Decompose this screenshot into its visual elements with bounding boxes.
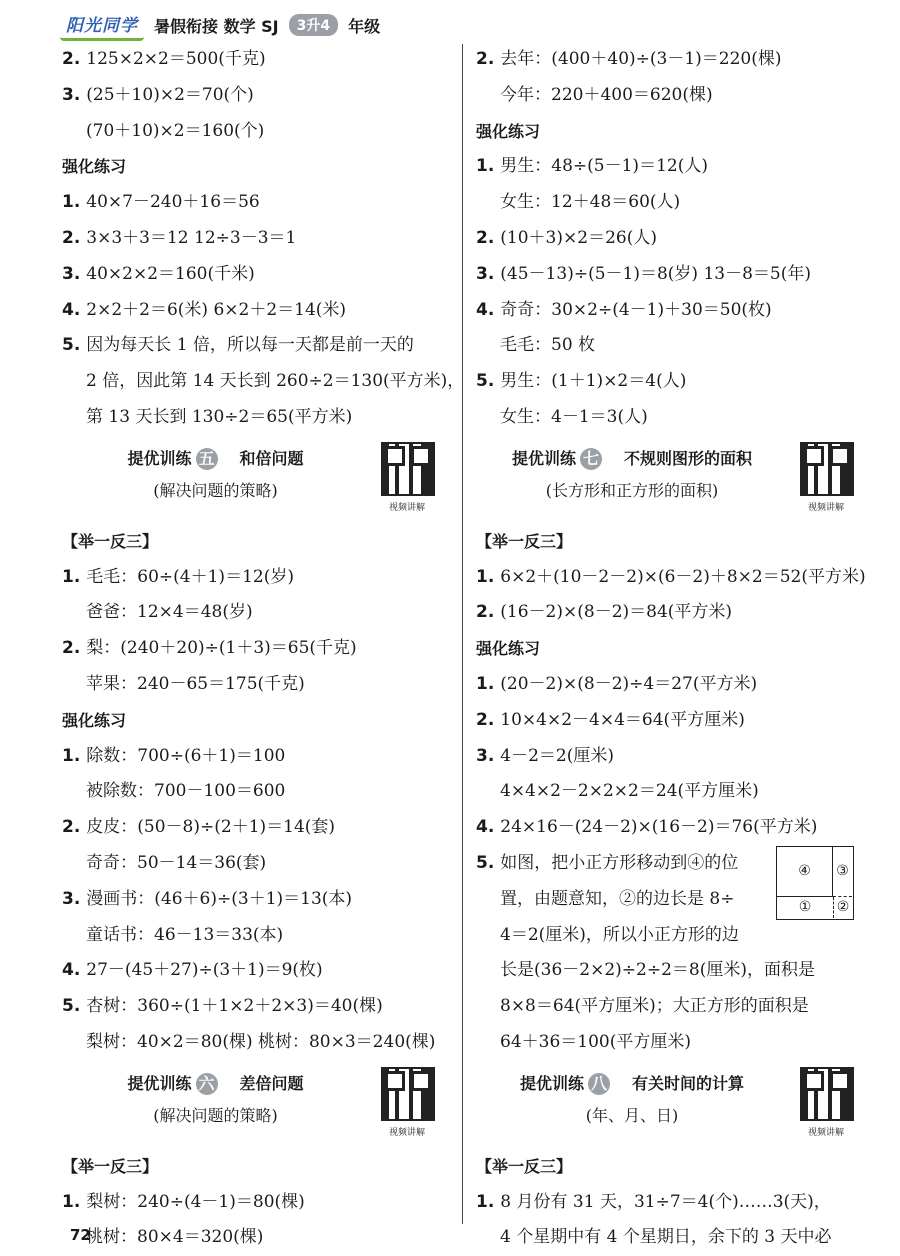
question-number: 1. xyxy=(62,566,81,587)
qr-code-icon[interactable] xyxy=(800,1067,854,1121)
section-title xyxy=(476,446,788,470)
answer-text: 40×7－240＋16＝56 xyxy=(86,192,260,213)
qr-code-icon[interactable] xyxy=(800,442,854,496)
answer-text: 漫画书：(46＋6)÷(3＋1)＝13(本) xyxy=(86,888,353,909)
section-prefix: 提优训练 xyxy=(127,1073,192,1093)
answer-text: 6×2＋(10－2－2)×(6－2)＋8×2＝52(平方米) xyxy=(500,566,866,587)
answer-line xyxy=(62,221,447,257)
section-number-badge: 六 xyxy=(196,1073,218,1095)
answer-text: 第 13 天长到 130÷2＝65(平方米) xyxy=(86,406,353,427)
answer-text: 125×2×2＝500(千克) xyxy=(86,49,266,69)
figure-region-2: ② xyxy=(833,897,852,918)
answer-text: 皮皮：(50－8)÷(2＋1)＝14(套) xyxy=(86,817,336,838)
answer-line xyxy=(476,293,866,329)
section-topic: 差倍问题 xyxy=(239,1073,304,1093)
section-number-badge: 八 xyxy=(588,1073,610,1095)
example-heading: 【举一反三】 xyxy=(476,531,573,551)
answer-text: 男生：48÷(5－1)＝12(人) xyxy=(500,156,708,177)
answer-text: 女生：4－1＝3(人) xyxy=(500,406,648,427)
answer-line xyxy=(476,595,866,631)
answer-text: 桃树：80×4＝320(棵) xyxy=(86,1227,264,1248)
answer-line xyxy=(476,774,866,810)
answer-text: 爸爸：12×4＝48(岁) xyxy=(86,602,253,623)
answer-line xyxy=(62,114,447,150)
left-drill1-answers xyxy=(62,185,465,436)
answer-line xyxy=(476,953,866,989)
answer-text: 4 个星期中有 4 个星期日，余下的 3 天中必 xyxy=(500,1227,832,1248)
section-subtitle: (长方形和正方形的面积) xyxy=(545,480,719,500)
answer-text: 40×2×2＝160(千米) xyxy=(86,263,255,284)
answer-text: 长是(36－2×2)÷2÷2＝8(厘米)，面积是 xyxy=(500,960,815,981)
question-number: 5. xyxy=(62,335,81,356)
answer-text: 4－2＝2(厘米) xyxy=(500,745,615,766)
drill-heading: 强化练习 xyxy=(62,157,127,177)
page-number: 72 xyxy=(70,1226,91,1244)
square-figure xyxy=(776,846,854,920)
section-8-header xyxy=(476,1067,866,1147)
answer-line xyxy=(62,846,447,882)
answer-text: 2×2＋2＝6(米) 6×2＋2＝14(米) xyxy=(86,299,347,320)
answer-line xyxy=(476,739,866,775)
right-column xyxy=(476,42,866,1256)
answer-text: 8 月份有 31 天，31÷7＝4(个)……3(天)， xyxy=(500,1191,831,1212)
figure-region-4: ④ xyxy=(777,847,833,897)
brand-logo: 阳光同学 xyxy=(60,9,144,41)
question-number: 3. xyxy=(476,745,495,766)
figure-region-3: ③ xyxy=(833,847,852,897)
answer-text: 梨树：240÷(4－1)＝80(棵) xyxy=(86,1191,305,1212)
question-number: 1. xyxy=(62,1191,81,1212)
answer-text: (16－2)×(8－2)＝84(平方米) xyxy=(500,602,733,623)
answer-text: 24×16－(24－2)×(16－2)＝76(平方米) xyxy=(500,817,818,838)
column-divider xyxy=(462,44,463,1224)
question-number: 3. xyxy=(62,84,81,105)
answer-line xyxy=(476,810,866,846)
answer-line xyxy=(62,810,447,846)
answer-text: 男生：(1＋1)×2＝4(人) xyxy=(500,371,687,392)
answer-text: 64＋36＝100(平方厘米) xyxy=(500,1031,691,1052)
section-number-badge: 五 xyxy=(196,448,218,470)
answer-text: 如图，把小正方形移动到④的位 xyxy=(500,852,739,873)
answer-line xyxy=(62,185,447,221)
answer-line xyxy=(476,221,866,257)
answer-text: 梨：(240＋20)÷(1＋3)＝65(千克) xyxy=(86,638,357,659)
qr-caption: 视频讲解 xyxy=(807,1127,844,1138)
left-column xyxy=(62,42,465,1256)
question-number: 1. xyxy=(62,192,81,213)
answer-line xyxy=(62,667,447,703)
section-topic: 有关时间的计算 xyxy=(632,1073,745,1093)
question-number: 4. xyxy=(62,960,81,981)
figure-region-1: ① xyxy=(798,899,812,916)
answer-line xyxy=(62,595,447,631)
right-section7-example xyxy=(476,560,866,632)
answer-line xyxy=(62,42,447,78)
section-5-header xyxy=(62,442,447,522)
answer-line xyxy=(62,989,447,1025)
question-number: 3. xyxy=(62,888,81,909)
answer-line xyxy=(62,774,447,810)
answer-text: (25＋10)×2＝70(个) xyxy=(86,84,254,105)
answer-line xyxy=(476,149,866,185)
left-drill2-answers xyxy=(62,739,447,1061)
right-top-answers xyxy=(476,42,866,114)
answer-line xyxy=(476,703,866,739)
answer-line xyxy=(476,560,866,596)
answer-text: 被除数：700－100＝600 xyxy=(86,781,286,802)
question-number: 1. xyxy=(476,566,495,587)
question-number: 3. xyxy=(476,263,495,284)
answer-line xyxy=(62,560,447,596)
answer-line xyxy=(62,918,447,954)
section-topic: 和倍问题 xyxy=(239,448,304,468)
question-5-block xyxy=(476,846,866,1061)
answer-line xyxy=(476,42,866,78)
drill-heading: 强化练习 xyxy=(62,710,127,730)
answer-text: 梨树：40×2＝80(棵) 桃树：80×3＝240(棵) xyxy=(86,1031,436,1052)
question-number: 1. xyxy=(62,745,81,766)
question-number: 4. xyxy=(476,299,495,320)
answer-text: 杏树：360÷(1＋1×2＋2×3)＝40(棵) xyxy=(86,996,383,1017)
answer-line xyxy=(476,400,866,436)
answer-text: 8×8＝64(平方厘米)；大正方形的面积是 xyxy=(500,996,809,1017)
section-7-header xyxy=(476,442,866,522)
question-number: 2. xyxy=(62,638,81,659)
section-topic: 不规则图形的面积 xyxy=(624,448,753,468)
answer-text: 2 倍，因此第 14 天长到 260÷2＝130(平方米)， xyxy=(86,371,465,392)
answer-text: 27－(45＋27)÷(3＋1)＝9(枚) xyxy=(86,960,323,981)
answer-text: (10＋3)×2＝26(人) xyxy=(500,227,657,248)
question-number: 2. xyxy=(62,227,81,248)
question-number: 2. xyxy=(476,709,495,730)
section-title xyxy=(62,446,369,470)
answer-text: 4×4×2－2×2×2＝24(平方厘米) xyxy=(500,781,759,802)
question-number: 4. xyxy=(476,817,495,838)
answer-text: 4＝2(厘米)，所以小正方形的边 xyxy=(500,924,739,945)
question-number: 1. xyxy=(476,156,495,177)
example-heading: 【举一反三】 xyxy=(62,1156,159,1176)
example-heading: 【举一反三】 xyxy=(62,531,159,551)
section-subtitle: (解决问题的策略) xyxy=(153,1105,278,1125)
left-section5-example xyxy=(62,560,447,703)
left-section6-example xyxy=(62,1185,447,1256)
question-number: 2. xyxy=(476,602,495,623)
qr-caption: 视频讲解 xyxy=(388,502,425,513)
answer-text: 毛毛：60÷(4＋1)＝12(岁) xyxy=(86,566,294,587)
answer-text: 苹果：240－65＝175(千克) xyxy=(86,673,305,694)
answer-text: 因为每天长 1 倍，所以每一天都是前一天的 xyxy=(86,335,414,356)
answer-line xyxy=(476,989,866,1025)
answer-line xyxy=(62,1185,447,1221)
answer-line xyxy=(62,257,447,293)
section-number-badge: 七 xyxy=(580,448,602,470)
answer-text: (20－2)×(8－2)÷4＝27(平方米) xyxy=(500,673,758,694)
qr-code-icon[interactable] xyxy=(381,1067,435,1121)
section-title xyxy=(476,1071,788,1095)
answer-text: 女生：12＋48＝60(人) xyxy=(500,192,681,213)
answer-line xyxy=(476,78,866,114)
answer-line xyxy=(62,293,447,329)
drill-heading: 强化练习 xyxy=(476,121,541,141)
answer-text: 去年：(400＋40)÷(3－1)＝220(棵) xyxy=(500,49,782,69)
answer-line xyxy=(476,185,866,221)
answer-text: 10×4×2－4×4＝64(平方厘米) xyxy=(500,709,745,730)
question-number: 2. xyxy=(476,227,495,248)
answer-line xyxy=(62,1025,447,1061)
answer-line xyxy=(62,364,465,400)
right-drill1-answers xyxy=(476,149,866,435)
qr-caption: 视频讲解 xyxy=(807,502,844,513)
section-prefix: 提优训练 xyxy=(127,448,192,468)
answer-line xyxy=(62,1220,447,1256)
answer-line xyxy=(476,257,866,293)
answer-text: 除数：700÷(6＋1)＝100 xyxy=(86,745,286,766)
drill-heading: 强化练习 xyxy=(476,639,541,659)
answer-line xyxy=(62,882,447,918)
section-subtitle: (年、月、日) xyxy=(585,1105,679,1125)
section-prefix: 提优训练 xyxy=(511,448,576,468)
qr-code-icon[interactable] xyxy=(381,442,435,496)
answer-text: (45－13)÷(5－1)＝8(岁) 13－8＝5(年) xyxy=(500,263,811,284)
answer-line xyxy=(62,400,447,436)
question-number: 2. xyxy=(62,49,81,69)
answer-text: 奇奇：30×2÷(4－1)＋30＝50(枚) xyxy=(500,299,772,320)
section-prefix: 提优训练 xyxy=(519,1073,584,1093)
right-section8-example xyxy=(476,1185,866,1256)
question-number: 5. xyxy=(476,852,495,873)
answer-line xyxy=(476,1185,866,1221)
question-number: 4. xyxy=(62,299,81,320)
answer-text: 毛毛：50 枚 xyxy=(500,335,596,356)
example-heading: 【举一反三】 xyxy=(476,1156,573,1176)
answer-line xyxy=(476,328,866,364)
section-title xyxy=(62,1071,369,1095)
answer-line xyxy=(476,918,866,954)
answer-text: 今年：220＋400＝620(棵) xyxy=(500,84,713,105)
question-number: 5. xyxy=(476,371,495,392)
section-subtitle: (解决问题的策略) xyxy=(153,480,278,500)
qr-caption: 视频讲解 xyxy=(388,1127,425,1138)
answer-line xyxy=(62,739,447,775)
answer-text: (70＋10)×2＝160(个) xyxy=(86,120,265,141)
section-6-header xyxy=(62,1067,447,1147)
answer-text: 童话书：46－13＝33(本) xyxy=(86,924,284,945)
grade-suffix: 年级 xyxy=(348,16,381,36)
answer-line xyxy=(476,1220,866,1256)
question-number: 2. xyxy=(476,49,495,69)
question-number: 2. xyxy=(62,817,81,838)
answer-line xyxy=(62,631,447,667)
answer-line xyxy=(62,953,447,989)
answer-text: 3×3＋3＝12 12÷3－3＝1 xyxy=(86,227,297,248)
series-title: 暑假衔接 数学 SJ xyxy=(154,16,279,36)
answer-line xyxy=(476,667,866,703)
answer-text: 置，由题意知，②的边长是 8÷ xyxy=(500,888,735,909)
answer-line xyxy=(476,364,866,400)
page-header xyxy=(60,8,480,42)
question-number: 3. xyxy=(62,263,81,284)
grade-badge: 3升4 xyxy=(289,14,338,36)
question-number: 5. xyxy=(62,996,81,1017)
answer-line xyxy=(62,328,447,364)
answer-line xyxy=(62,78,447,114)
answer-line xyxy=(476,1025,866,1061)
question-number: 1. xyxy=(476,1191,495,1212)
left-top-answers xyxy=(62,42,447,149)
question-number: 1. xyxy=(476,673,495,694)
right-drill2-answers xyxy=(476,667,866,846)
answer-text: 奇奇：50－14＝36(套) xyxy=(86,852,267,873)
